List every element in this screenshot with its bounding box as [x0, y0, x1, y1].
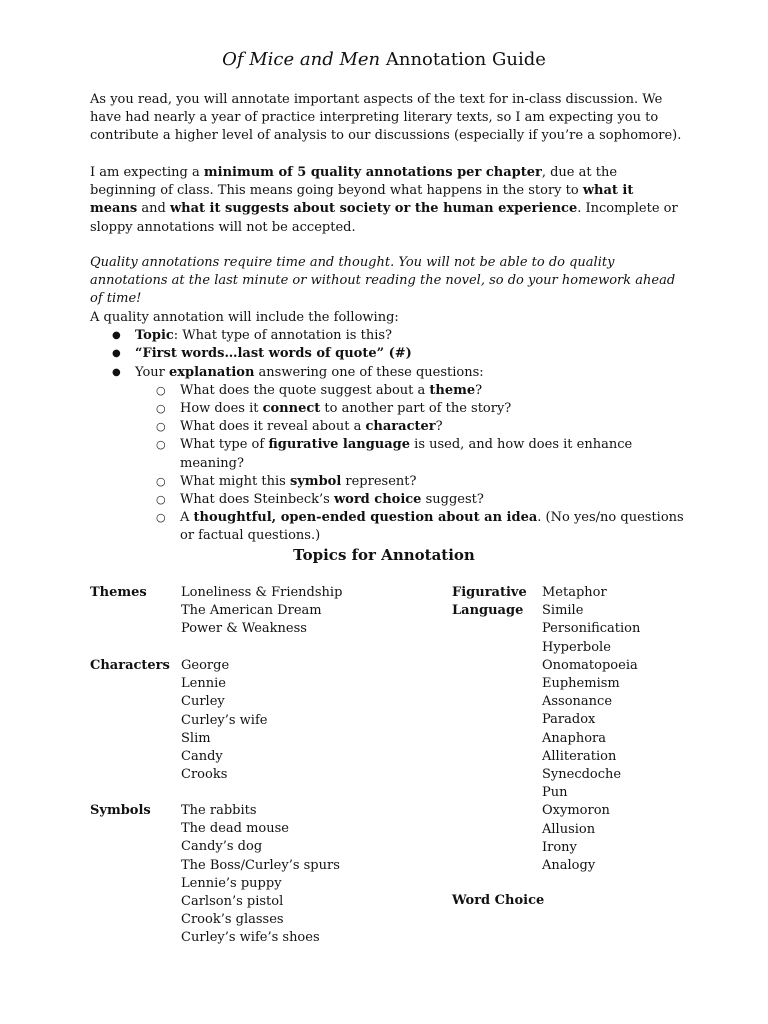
question-pre: A [180, 510, 194, 526]
symbol-item: Crook’s glasses [181, 912, 284, 928]
expectation-text [90, 164, 685, 237]
question-post: . (No yes/no questions or factual questions.) [180, 510, 684, 544]
quote-bold: “First words…last words of quote” (#) [135, 346, 412, 362]
character-item: George [181, 658, 230, 673]
symbols-label: Symbols [90, 803, 151, 818]
question-item [135, 382, 685, 400]
question-pre: What does it reveal about a [180, 419, 366, 435]
expectation-paragraph [90, 164, 685, 237]
list-intro: A quality annotation will include the following: [90, 310, 399, 325]
intro-paragraph [90, 91, 685, 146]
characters-label: Characters [90, 658, 170, 673]
question-post: ? [475, 382, 483, 398]
question-item [135, 400, 685, 418]
figurative-label-line1: Figurative [452, 585, 527, 600]
question-item [135, 436, 685, 472]
symbol-item: The Boss/Curley’s spurs [181, 857, 340, 873]
figurative-item: Allusion [542, 821, 596, 837]
theme-item: Loneliness & Friendship [181, 585, 343, 600]
page-title [0, 47, 768, 73]
question-bold: thoughtful, open-ended question about an idea [193, 510, 538, 526]
symbol-item: The dead mouse [181, 821, 289, 837]
figurative-item: Pun [542, 785, 568, 801]
title-book-name: Of Mice and Men [222, 49, 381, 70]
character-item: Crooks [181, 767, 228, 783]
expl-bold: explanation [169, 364, 255, 380]
figurative-item: Hyperbole [542, 639, 611, 655]
figurative-item: Irony [542, 839, 577, 855]
question-bold: connect [262, 401, 321, 417]
figurative-list [542, 584, 640, 875]
question-item [135, 473, 685, 491]
title-rest: Annotation Guide [380, 49, 546, 70]
figurative-item: Onomatopoeia [542, 657, 638, 673]
question-bold: character [365, 419, 436, 435]
requirements-list [90, 327, 685, 545]
expl-pre: Your [135, 364, 169, 380]
question-bold: symbol [289, 473, 342, 489]
themes-list [181, 584, 342, 639]
question-pre: What might this [180, 473, 290, 489]
word-choice-label: Word Choice [452, 893, 545, 908]
question-post: suggest? [421, 492, 484, 508]
characters-list [181, 657, 267, 784]
question-bold: theme [429, 382, 476, 398]
list-item-topic [90, 327, 685, 345]
question-post: ? [435, 419, 443, 435]
question-item [135, 509, 685, 545]
question-bold: figurative language [268, 437, 411, 453]
figurative-item: Synecdoche [542, 767, 622, 783]
figurative-item: Alliteration [542, 748, 617, 764]
question-pre: What does the quote suggest about a [180, 382, 430, 398]
figurative-item: Analogy [542, 858, 596, 874]
expect-part-4: . Incomplete or sloppy annotations will not be accepted. [90, 201, 678, 235]
figurative-item: Personification [542, 621, 641, 637]
expl-rest: answering one of these questions: [254, 364, 484, 380]
expect-bold-2: what it means [90, 183, 634, 217]
topic-bold: Topic [135, 328, 174, 344]
question-pre: What type of [180, 437, 269, 453]
question-post: is used, and how does it enhance meaning? [180, 437, 633, 471]
figurative-item: Metaphor [542, 585, 607, 600]
symbol-item: Carlson’s pistol [181, 894, 284, 910]
requirements-section [90, 309, 685, 546]
figurative-item: Euphemism [542, 676, 620, 692]
character-item: Curley [181, 694, 225, 710]
italic-note [90, 254, 685, 309]
question-item [135, 491, 685, 509]
symbol-item: Candy’s dog [181, 839, 263, 855]
symbol-item: The rabbits [181, 803, 257, 818]
themes-label: Themes [90, 585, 147, 600]
figurative-item: Simile [542, 603, 584, 619]
figurative-language-label [452, 584, 527, 620]
expect-part-3: and [137, 201, 170, 217]
topic-rest: : What type of annotation is this? [173, 328, 393, 344]
theme-item: The American Dream [181, 603, 322, 619]
question-post: to another part of the story? [320, 401, 512, 417]
question-pre: How does it [180, 401, 263, 417]
intro-text: As you read, you will annotate important aspects of the text for in-class discussion. We have had nearly a year of practice interpreting literary texts, so I am expecting you to contribute a higher level of analysis to our discussions (especially if you’re a sophomore). [90, 92, 682, 144]
figurative-item: Assonance [542, 694, 613, 710]
list-item-explanation [90, 364, 685, 546]
expect-part-1: I am expecting a [90, 165, 204, 180]
italic-note-text: Quality annotations require time and thought. You will not be able to do quality annotations at the last minute or without reading the novel, so do your homework ahead of time! [90, 255, 676, 307]
character-item: Lennie [181, 676, 226, 692]
character-item: Candy [181, 749, 223, 765]
figurative-label-line2: Language [452, 603, 524, 619]
figurative-item: Oxymoron [542, 803, 610, 819]
theme-item: Power & Weakness [181, 621, 307, 637]
question-item [135, 418, 685, 436]
figurative-item: Paradox [542, 712, 596, 728]
topics-title: Topics for Annotation [293, 546, 475, 564]
figurative-item: Anaphora [542, 730, 606, 746]
symbols-list [181, 802, 340, 948]
expect-bold-3: what it suggests about society or the human experience [169, 201, 578, 217]
list-item-quote [90, 345, 685, 363]
question-bold: word choice [333, 492, 422, 508]
symbol-item: Lennie’s puppy [181, 875, 282, 891]
question-pre: What does Steinbeck’s [180, 492, 334, 508]
symbol-item: Curley’s wife’s shoes [181, 930, 320, 946]
character-item: Slim [181, 730, 211, 746]
character-item: Curley’s wife [181, 712, 268, 728]
questions-list [135, 382, 685, 546]
expect-part-2: , due at the beginning of class. This means going beyond what happens in the story to [90, 165, 618, 199]
question-post: represent? [341, 473, 417, 489]
expect-bold-1: minimum of 5 quality annotations per chapter [203, 165, 542, 180]
